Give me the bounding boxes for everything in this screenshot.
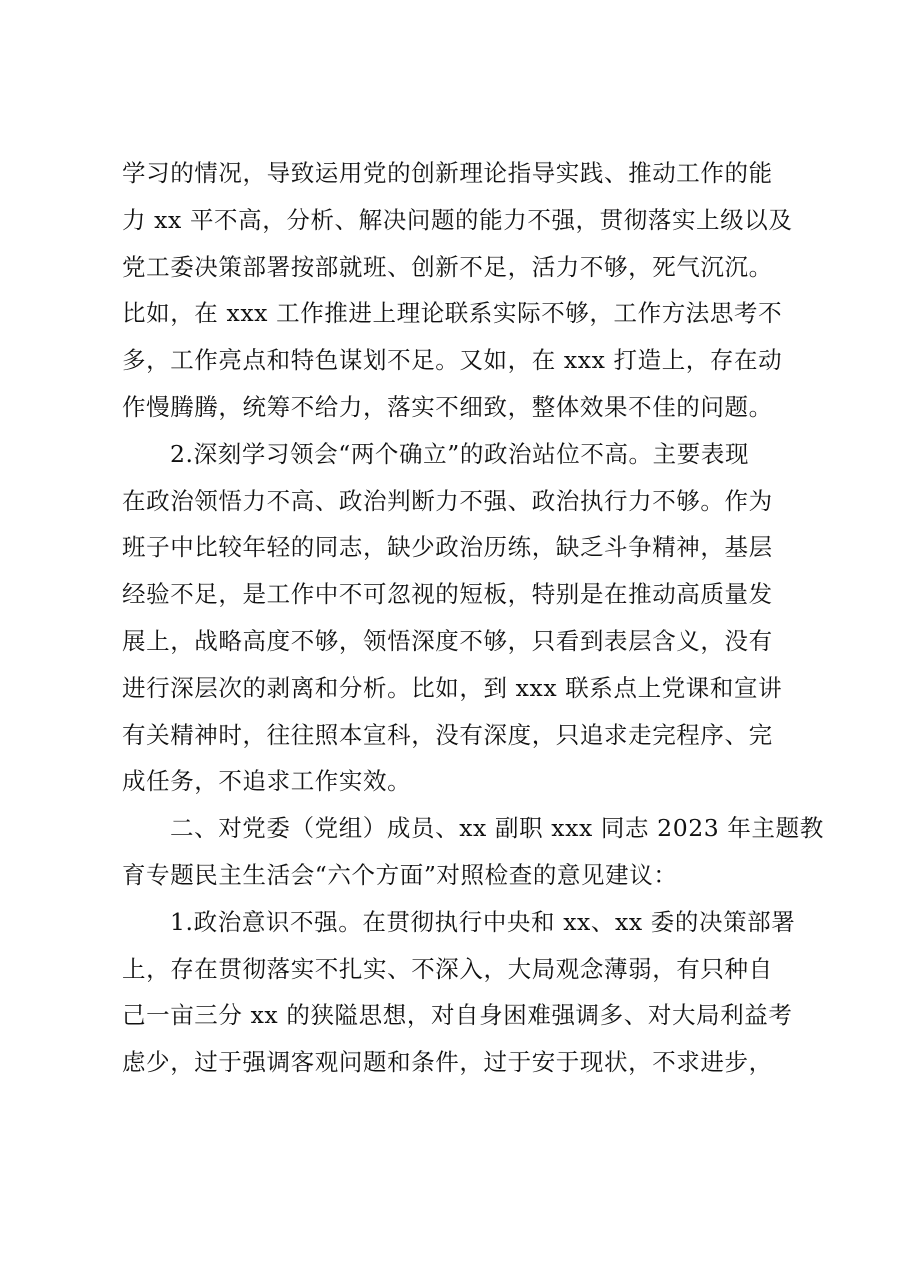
text-line: 学习的情况，导致运用党的创新理论指导实践、推动工作的能 — [122, 159, 773, 187]
text-line: 经验不足，是工作中不可忽视的短板，特别是在推动高质量发 — [122, 580, 773, 609]
text-line: 多，工作亮点和特色谋划不足。又如，在 xxx 打造上，存在动 — [122, 346, 783, 375]
text-line: 比如，在 xxx 工作推进上理论联系实际不够，工作方法思考不 — [122, 299, 783, 328]
text-line: 班子中比较年轻的同志，缺少政治历练，缺乏斗争精神，基层 — [122, 533, 773, 562]
text-line: 作慢腾腾，统筹不给力，落实不细致，整体效果不佳的问题。 — [122, 392, 773, 421]
text-line: 1.政治意识不强。在贯彻执行中央和 xx、xx 委的决策部署 — [170, 907, 796, 936]
text-line: 2.深刻学习领会“两个确立”的政治站位不高。主要表现 — [170, 439, 750, 468]
text-line: 虑少，过于强调客观问题和条件，过于安于现状，不求进步， — [122, 1048, 773, 1077]
text-line: 二、对党委（党组）成员、xx 副职 xxx 同志 2023 年主题教 — [170, 814, 824, 843]
document-body — [122, 150, 824, 1086]
text-line: 进行深层次的剥离和分析。比如，到 xxx 联系点上党课和宣讲 — [122, 673, 783, 702]
text-line: 成任务，不追求工作实效。 — [122, 767, 412, 796]
text-line: 己一亩三分 xx 的狭隘思想，对自身困难强调多、对大局利益考 — [122, 1001, 793, 1030]
text-line: 力 xx 平不高，分析、解决问题的能力不强，贯彻落实上级以及 — [122, 205, 793, 234]
text-line: 上，存在贯彻落实不扎实、不深入，大局观念薄弱，有只种自 — [122, 954, 773, 983]
text-line: 党工委决策部署按部就班、创新不足，活力不够，死气沉沉。 — [122, 252, 773, 281]
text-line: 育专题民主生活会“六个方面”对照检查的意见建议： — [122, 860, 678, 889]
text-line: 展上，战略高度不够，领悟深度不够，只看到表层含义，没有 — [122, 626, 773, 655]
text-line: 在政治领悟力不高、政治判断力不强、政治执行力不够。作为 — [122, 486, 773, 515]
text-line: 有关精神时，往往照本宣科，没有深度，只追求走完程序、完 — [122, 720, 773, 749]
